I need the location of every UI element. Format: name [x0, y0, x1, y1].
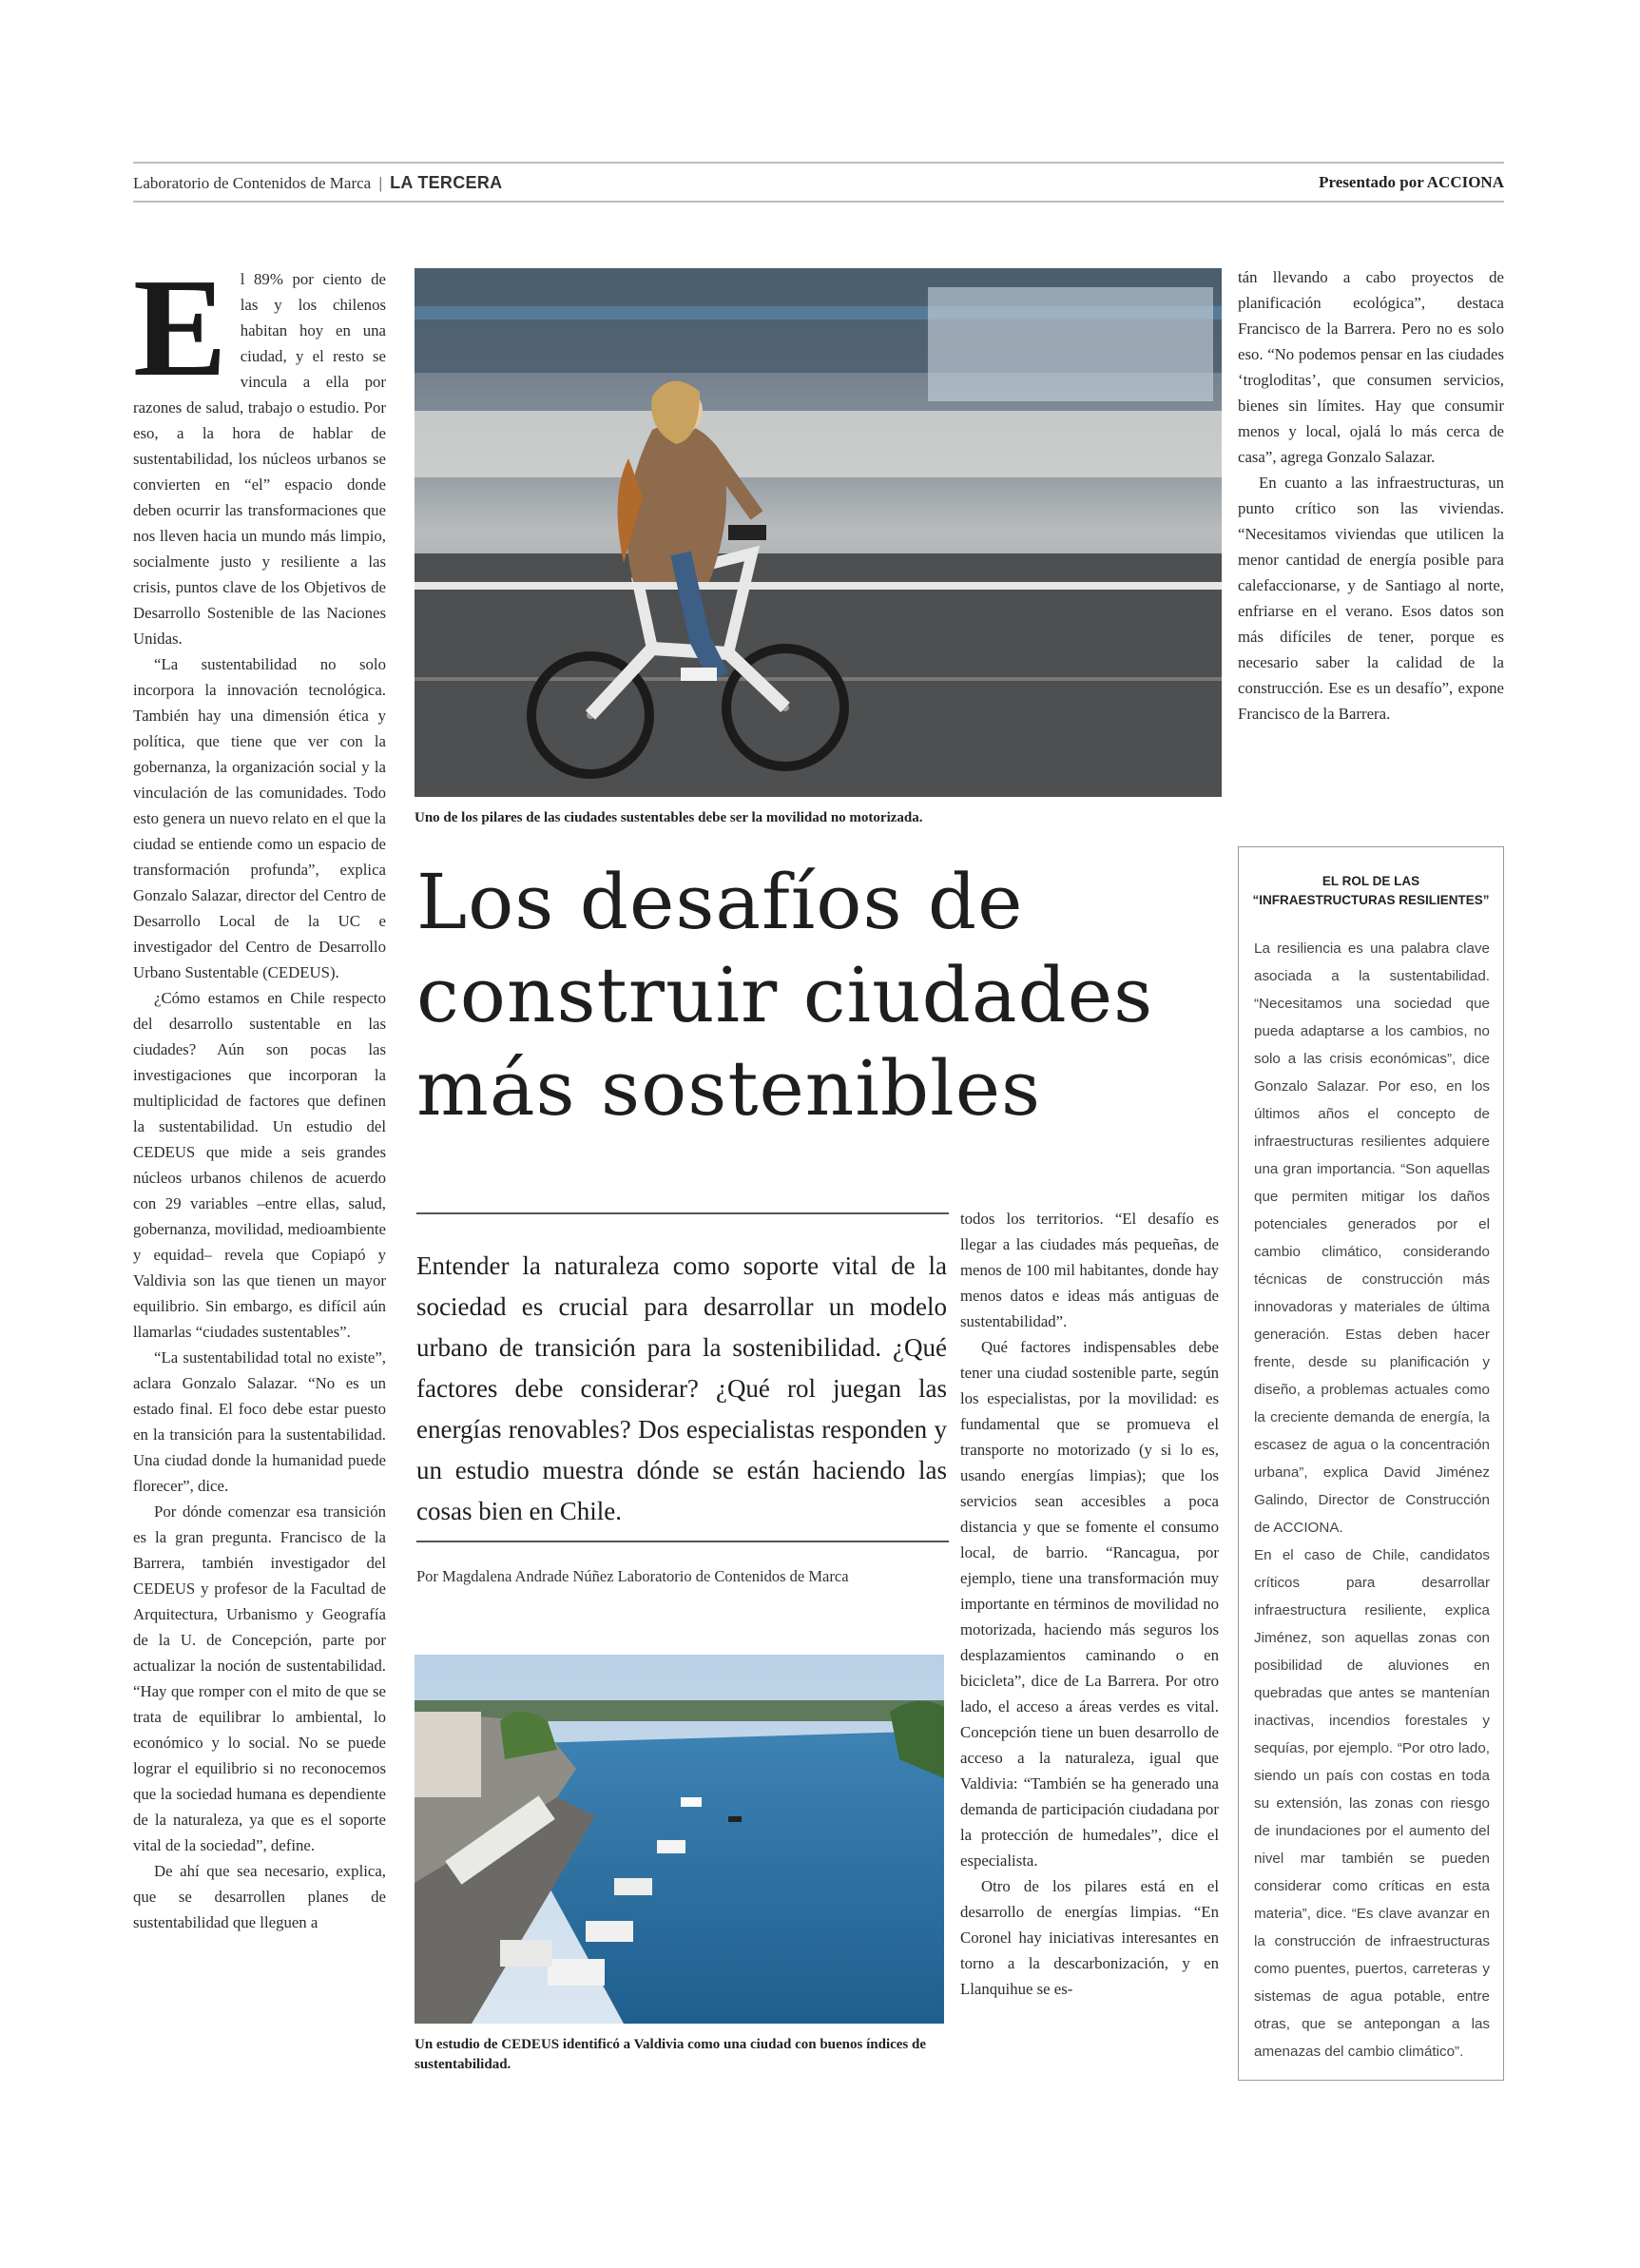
article-byline: Por Magdalena Andrade Núñez Laboratorio de Contenidos de Marca: [416, 1567, 849, 1585]
paragraph: todos los territorios. “El desafío es llegar a las ciudades más pequeñas, de menos de 100 mil habitantes, donde hay menos datos e ideas más antiguas de sustentabilidad”.: [960, 1210, 1219, 1330]
header-left: [133, 173, 502, 193]
article-column-3: [960, 1206, 1219, 2002]
header-sponsor: Presentado por ACCIONA: [1319, 173, 1504, 191]
sidebar-body: [1254, 935, 1490, 2065]
page-header: [133, 167, 1504, 200]
paragraph: “La sustentabilidad no solo incorpora la innovación tecnológica. También hay una dimensión ética y política, que tiene que ver con la gobernanza, la organización social y la vinculación de las comunidades. Todo esto genera un nuevo relato en el que la ciudad se entiende como un espacio de transformación profunda”, explica Gonzalo Salazar, director del Centro de Desarrollo Local de la UC e investigador del Centro de Desarrollo Urbano Sustentable (CEDEUS).: [133, 655, 386, 981]
sidebar-paragraph: La resiliencia es una palabra clave asociada a la sustentabilidad. “Necesitamos una sociedad que pueda adaptarse a los cambios, no solo a las crisis económicas”, dice Gonzalo Salazar. Por eso, en los últimos años el concepto de infraestructuras resilientes adquiere una gran importancia. “Son aquellas que permiten mitigar los daños potenciales generados por el cambio climático, considerando técnicas de construcción más innovadoras y materiales de última generación. Estas deben hacer frente, desde su planificación y diseño, a problemas actuales como la creciente demanda de energía, la escasez de agua o la concentración urbana”, explica David Jiménez Galindo, Director de Construcción de ACCIONA.: [1254, 940, 1490, 1536]
sidebar-title-line: “INFRAESTRUCTURAS RESILIENTES”: [1252, 893, 1490, 907]
header-brand-logo: LA TERCERA: [390, 173, 503, 192]
article-column-4: [1238, 264, 1504, 727]
article-lead: Entender la naturaleza como soporte vital de la sociedad es crucial para desarrollar un modelo urbano de transición para la sostenibilidad. ¿Qué factores debe considerar? ¿Qué rol juegan las energías renovables? Dos especialistas responden y un estudio muestra dónde se están haciendo las cosas bien en Chile.: [416, 1251, 947, 1525]
cyclist-illustration: [415, 268, 1222, 797]
article-column-1: [133, 250, 386, 1935]
paragraph: ¿Cómo estamos en Chile respecto del desarrollo sustentable en las ciudades? Aún son pocas las investigaciones que incorporan la multiplicidad de factores que definen la sustentabilidad. Un estudio del CEDEUS que mide a seis grandes núcleos urbanos chilenos de acuerdo con 29 variables –entre ellas, salud, gobernanza, movilidad, medioambiente y equidad– revela que Copiapó y Valdivia son las que tienen un mayor equilibrio. Sin embargo, es difícil aún llamarlas “ciudades sustentables”.: [133, 989, 386, 1341]
valdivia-photo: [415, 1655, 944, 2024]
sidebar-title-line: EL ROL DE LAS: [1322, 874, 1420, 888]
cyclist-photo: [415, 268, 1222, 797]
paragraph: Qué factores indispensables debe tener una ciudad sostenible parte, según los especialistas, por la movilidad: es fundamental que se promueva el transporte no motorizado (y si lo es, usando energías limpias); que los servicios sean accesibles a poca distancia y que se fomente el consumo local, de barrio. “Rancagua, por ejemplo, tiene una transformación muy importante en términos de movilidad no motorizada, haciendo más seguros los desplazamientos caminando o en bicicleta”, dice de La Barrera. Por otro lado, el acceso a áreas verdes es vital. Concepción tiene un buen desarrollo de acceso a la naturaleza, igual que Valdivia: “También se ha generado una demanda de participación ciudadana por la protección de humedales”, dice el especialista.: [960, 1338, 1219, 1870]
header-top-rule: [133, 162, 1504, 164]
header-section-label: Laboratorio de Contenidos de Marca: [133, 174, 372, 192]
paragraph: En cuanto a las infraestructuras, un punto crítico son las viviendas. “Necesitamos viviendas que utilicen la menor cantidad de energía posible para calefaccionarse, y de Santiago al norte, enfriarse en el verano. Esos datos son más difíciles de tener, porque es necesario saber la calidad de la construcción. Ese es un desafío”, expone Francisco de la Barrera.: [1238, 474, 1504, 723]
paragraph: Otro de los pilares está en el desarrollo de energías limpias. “En Coronel hay iniciativas interesantes en torno a la descarbonización, y en Llanquihue se es-: [960, 1877, 1219, 1998]
sidebar-paragraph: En el caso de Chile, candidatos críticos para desarrollar infraestructura resiliente, explica Jiménez, son aquellas zonas con posibilidad de aluviones en quebradas que antes se mantenían inactivas, incendios forestales y sequías, por ejemplo. “Por otro lado, siendo un país con costas en toda su extensión, las zonas con riesgo de inundaciones por el aumento del nivel mar también se pueden considerar como críticas en esta materia”, dice. “Es clave avanzar en la construcción de infraestructuras como puentes, puertos, carreteras y sistemas de agua potable, entre otras, que se antepongan a las amenazas del cambio climático”.: [1254, 1547, 1490, 2060]
paragraph: tán llevando a cabo proyectos de planificación ecológica”, destaca Francisco de la Barrera. Pero no es solo eso. “No podemos pensar en las ciudades ‘trogloditas’, que consumen servicios, bienes sin límites. Hay que consumir menos y local, ojalá lo más cerca de casa”, agrega Gonzalo Salazar.: [1238, 268, 1504, 466]
river-illustration: [415, 1655, 944, 2024]
lead-bottom-rule: [416, 1541, 949, 1542]
article-headline: Los desafíos de construir ciudades más sostenibles: [416, 858, 1154, 1133]
photo-caption-bottom: Un estudio de CEDEUS identificó a Valdivia como una ciudad con buenos índices de sustentabilidad.: [415, 2037, 927, 2072]
sidebar-box: [1238, 846, 1504, 2081]
paragraph: De ahí que sea necesario, explica, que se desarrollen planes de sustentabilidad que lleguen a: [133, 1862, 386, 1931]
paragraph: Por dónde comenzar esa transición es la gran pregunta. Francisco de la Barrera, también investigador del CEDEUS y profesor de la Facultad de Arquitectura, Urbanismo y Geografía de la U. de Concepción, parte por actualizar la noción de sustentabilidad. “Hay que romper con el mito de que se trata de equilibrar lo ambiental, lo económico y lo social. No se puede lograr el equilibrio si no reconocemos que la sociedad humana es dependiente de la naturaleza, ya que es el soporte vital de la sociedad”, define.: [133, 1502, 386, 1854]
paragraph: “La sustentabilidad total no existe”, aclara Gonzalo Salazar. “No es un estado final. El foco debe estar puesto en la transición para la sustentabilidad. Una ciudad donde la humanidad puede florecer”, dice.: [133, 1348, 386, 1495]
header-separator: |: [378, 174, 382, 192]
header-bottom-rule: [133, 201, 1504, 203]
paragraph: l 89% por ciento de las y los chilenos habitan hoy en una ciudad, y el resto se vincula a ella por razones de salud, trabajo o estudio. Por eso, a la hora de hablar de sustentabilidad, los núcleos urbanos se convierten en “el” espacio donde deben ocurrir las transformaciones que nos lleven hacia un mundo más limpio, socialmente justo y resiliente a las crisis, puntos clave de los Objetivos de Desarrollo Sostenible de las Naciones Unidas.: [133, 270, 386, 648]
sidebar-title: [1239, 872, 1503, 910]
lead-top-rule: [416, 1212, 949, 1214]
drop-cap: E: [133, 250, 227, 406]
photo-caption-top: Uno de los pilares de las ciudades sustentables debe ser la movilidad no motorizada.: [415, 810, 923, 825]
